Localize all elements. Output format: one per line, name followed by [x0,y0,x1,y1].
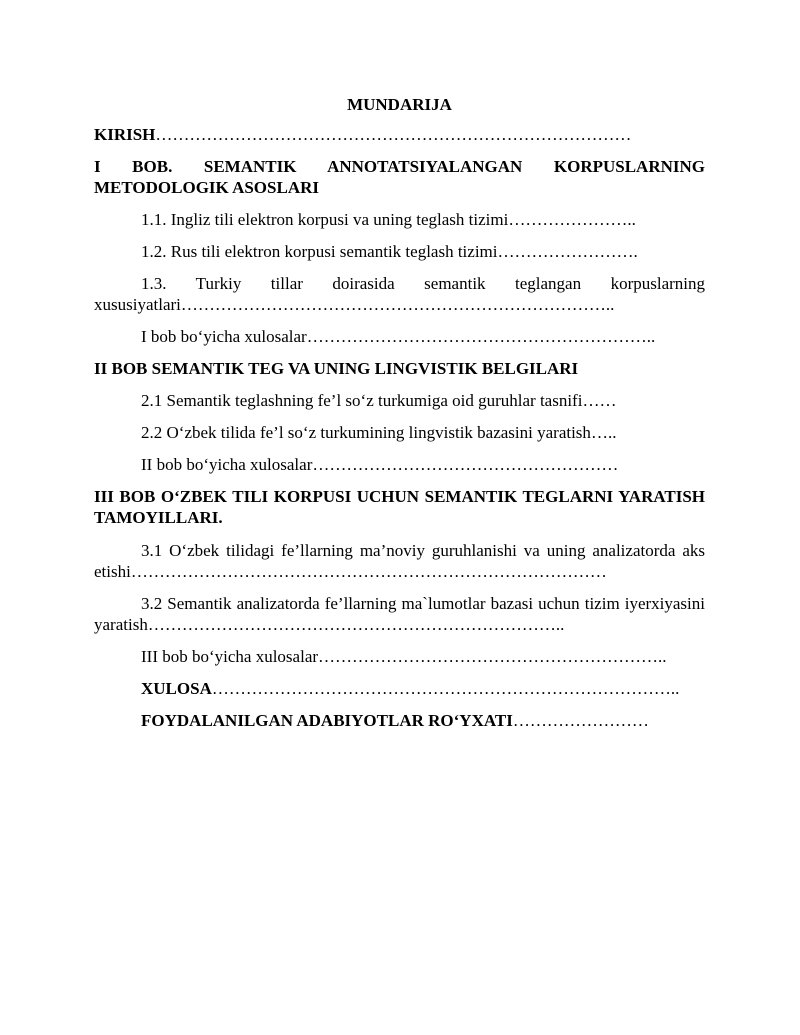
toc-entry-text: 3.1 O‘zbek tilidagi fe’llarning ma’noviy guruhlanishi va uning analizatorda aks etishi [94,541,705,581]
toc-chapter-3-heading [94,486,705,528]
toc-leader: ….. [590,423,617,442]
toc-entry-3-1 [94,540,705,582]
toc-entry-text: II BOB SEMANTIK TEG VA UNING LINGVISTIK BELGILARI [94,359,579,378]
toc-entry-3-2 [94,593,705,635]
toc-entry-text: I BOB. SEMANTIK ANNOTATSIYALANGAN KORPUSLARNING METODOLOGIK ASOSLARI [94,157,705,197]
toc-chapter-2-heading [94,358,705,379]
toc-entry-text: 1.1. Ingliz tili elektron korpusi va uning teglash tizimi [141,210,509,229]
toc-leader: ……………………………………………… [312,455,619,474]
toc-leader: …… [582,391,617,410]
toc-leader: ………………………………………………………………………… [130,562,607,581]
toc-entry-text: III BOB O‘ZBEK TILI KORPUSI UCHUN SEMANTIK TEGLARNI YARATISH TAMOYILLARI. [94,487,705,527]
toc-entry-bibliography [94,710,705,731]
toc-entry-xulosa [94,678,705,699]
toc-leader: …………………… [512,711,649,730]
toc-leader: ……………………………………………………………………….. [211,679,680,698]
toc-entry-text: III bob bo‘yicha xulosalar [141,647,319,666]
toc-chapter-1-heading [94,156,705,198]
toc-leader: ……………………. [497,242,638,261]
toc-leader: …………………………………………………….. [318,647,667,666]
toc-entry-text: 1.2. Rus tili elektron korpusi semantik teglash tizimi [141,242,498,261]
document-page [94,94,705,742]
toc-entry-chapter-2-summary [94,454,705,475]
toc-entry-2-2 [94,422,705,443]
toc-entry-1-3 [94,273,705,315]
document-title: MUNDARIJA [347,95,452,114]
toc-entry-text: FOYDALANILGAN ADABIYOTLAR RO‘YXATI [141,711,513,730]
toc-leader: ………………………………………………………………………… [155,125,632,144]
toc-entry-text: II bob bo‘yicha xulosalar [141,455,313,474]
toc-entry-kirish [94,124,705,145]
toc-entry-1-1 [94,209,705,230]
toc-entry-2-1 [94,390,705,411]
toc-entry-text: XULOSA [141,679,212,698]
toc-entry-chapter-1-summary [94,326,705,347]
toc-entry-text: 2.1 Semantik teglashning fe’l so‘z turkumiga oid guruhlar tasnifi [141,391,583,410]
toc-entry-text: 3.2 Semantik analizatorda fe’llarning ma`lumotlar bazasi uchun tizim iyerxiyasini yaratish [94,594,705,634]
toc-entry-text: 1.3. Turkiy tillar doirasida semantik teglangan korpuslarning xususiyatlari [94,274,705,314]
toc-entry-text: KIRISH [94,125,156,144]
toc-leader: …………………………………………………….. [306,327,656,346]
toc-leader: ………………….. [508,210,636,229]
toc-entry-text: I bob bo‘yicha xulosalar [141,327,307,346]
toc-entry-chapter-3-summary [94,646,705,667]
toc-leader: ……………………………………………………………….. [147,615,565,634]
toc-entry-text: 2.2 O‘zbek tilida fe’l so‘z turkumining lingvistik bazasini yaratish [141,423,591,442]
toc-entry-1-2 [94,241,705,262]
toc-leader: ………………………………………………………………….. [180,295,615,314]
